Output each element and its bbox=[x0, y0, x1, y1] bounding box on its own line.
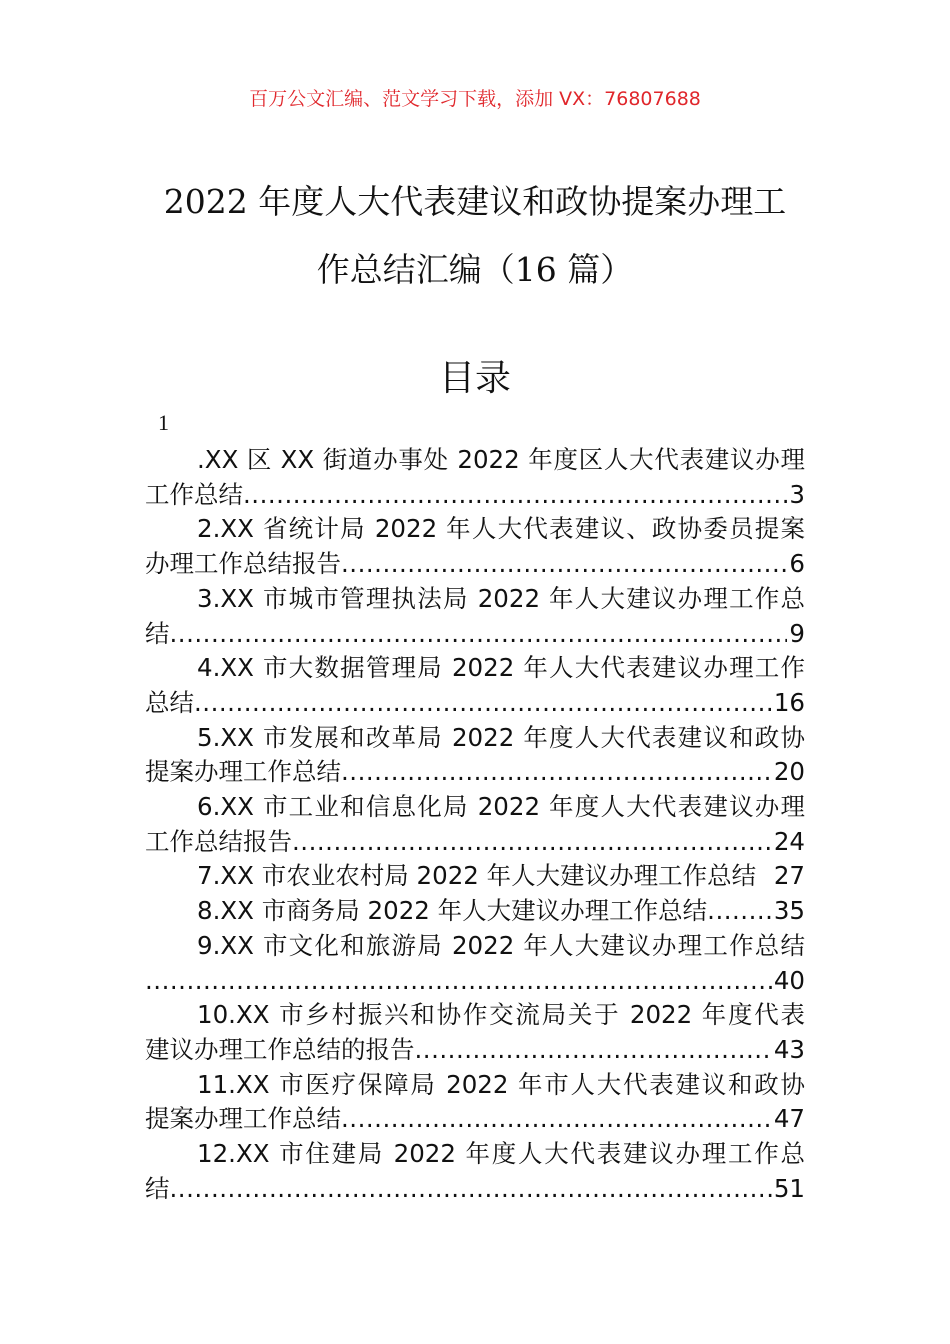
toc-entry-title-line2: 建议办理工作总结的报告 bbox=[145, 1034, 415, 1064]
toc-entry-title-line2: 提案办理工作总结 bbox=[145, 757, 341, 787]
toc-entry-line2 bbox=[145, 964, 805, 999]
toc-entry[interactable] bbox=[145, 651, 805, 720]
toc-entry[interactable] bbox=[145, 929, 805, 998]
toc-entry-page: 27 bbox=[773, 861, 805, 891]
toc-entry-page: 35 bbox=[773, 896, 805, 926]
toc-entry[interactable] bbox=[145, 512, 805, 581]
toc-entry-title-line1: 6.XX 市工业和信息化局 2022 年度人大代表建议办理 bbox=[197, 792, 805, 822]
table-of-contents bbox=[145, 443, 805, 1206]
toc-entry-title-line1: 9.XX 市文化和旅游局 2022 年人大建议办理工作总结 bbox=[197, 930, 805, 960]
toc-entry-title-line2: 结 bbox=[145, 1173, 170, 1203]
toc-entry[interactable] bbox=[145, 582, 805, 651]
toc-entry-title-line1: .XX 区 XX 街道办事处 2022 年度区人大代表建议办理 bbox=[197, 445, 805, 474]
toc-entry-title: 8.XX 市商务局 2022 年人大建议办理工作总结 bbox=[197, 896, 708, 926]
dot-leader bbox=[415, 1033, 772, 1068]
dot-leader bbox=[292, 825, 772, 860]
document-title bbox=[120, 168, 830, 304]
toc-entry-title-line1: 4.XX 市大数据管理局 2022 年人大代表建议办理工作 bbox=[197, 653, 805, 683]
toc-entry-line2 bbox=[145, 1102, 805, 1137]
toc-entry-line2 bbox=[145, 617, 805, 652]
title-line-2: 作总结汇编（16 篇） bbox=[316, 250, 634, 289]
toc-entry[interactable] bbox=[145, 859, 805, 894]
toc-entry-title-line1: 10.XX 市乡村振兴和协作交流局关于 2022 年度代表 bbox=[197, 1000, 805, 1030]
toc-entry-line2 bbox=[145, 547, 805, 582]
toc-entry-title-line2: 总结 bbox=[145, 687, 194, 717]
toc-entry-line2 bbox=[145, 686, 805, 721]
toc-first-number: 1 bbox=[158, 410, 169, 435]
dot-leader bbox=[170, 617, 788, 652]
toc-entry-line2 bbox=[145, 755, 805, 790]
toc-entry-title-line2: 办理工作总结报告 bbox=[145, 549, 341, 579]
dot-leader bbox=[341, 755, 772, 790]
toc-entry[interactable] bbox=[145, 790, 805, 859]
toc-entry-page: 6 bbox=[789, 549, 805, 579]
toc-entry[interactable] bbox=[145, 1068, 805, 1137]
toc-entry-page: 47 bbox=[773, 1104, 805, 1134]
toc-entry-page: 3 bbox=[789, 479, 805, 509]
toc-entry[interactable] bbox=[145, 998, 805, 1067]
toc-entry-title: 7.XX 市农业农村局 2022 年人大建议办理工作总结 bbox=[197, 861, 757, 891]
toc-entry[interactable] bbox=[145, 1137, 805, 1206]
dot-leader bbox=[341, 547, 787, 582]
toc-entry-line2 bbox=[145, 1033, 805, 1068]
toc-entry-title-line1: 3.XX 市城市管理执法局 2022 年人大建议办理工作总 bbox=[197, 583, 805, 613]
dot-leader bbox=[194, 686, 772, 721]
toc-entry[interactable] bbox=[145, 721, 805, 790]
title-line-1: 2022 年度人大代表建议和政协提案办理工 bbox=[163, 182, 787, 221]
toc-entry-page: 40 bbox=[773, 965, 805, 995]
toc-entry-page: 16 bbox=[773, 687, 805, 717]
dot-leader bbox=[145, 964, 772, 999]
toc-entry-line2 bbox=[145, 825, 805, 860]
toc-entry-page: 51 bbox=[773, 1173, 805, 1203]
dot-leader bbox=[756, 859, 772, 894]
toc-entry-line2 bbox=[145, 1172, 805, 1207]
toc-entry[interactable] bbox=[145, 443, 805, 512]
toc-entry-title-line2: 结 bbox=[145, 618, 170, 648]
dot-leader bbox=[341, 1102, 772, 1137]
toc-entry-page: 24 bbox=[773, 826, 805, 856]
toc-entry-title-line1: 5.XX 市发展和改革局 2022 年度人大代表建议和政协 bbox=[197, 722, 805, 752]
toc-entry-title-line2: 提案办理工作总结 bbox=[145, 1104, 341, 1134]
dot-leader bbox=[170, 1172, 772, 1207]
download-banner: 百万公文汇编、范文学习下载，添加 VX：76807688 bbox=[249, 88, 701, 110]
toc-entry-page: 9 bbox=[789, 618, 805, 648]
toc-entry-line2 bbox=[145, 478, 805, 513]
toc-entry-title-line1: 2.XX 省统计局 2022 年人大代表建议、政协委员提案 bbox=[197, 514, 805, 544]
toc-entry-title-line2: 工作总结报告 bbox=[145, 826, 292, 856]
toc-entry-page: 43 bbox=[773, 1034, 805, 1064]
toc-entry-title-line1: 11.XX 市医疗保障局 2022 年市人大代表建议和政协 bbox=[197, 1069, 805, 1099]
toc-entry[interactable] bbox=[145, 894, 805, 929]
toc-entry-title-line1: 12.XX 市住建局 2022 年度人大代表建议办理工作总 bbox=[197, 1139, 805, 1169]
toc-entry-line bbox=[145, 859, 805, 894]
toc-entry-page: 20 bbox=[773, 757, 805, 787]
dot-leader bbox=[707, 894, 772, 929]
toc-heading: 目录 bbox=[438, 358, 511, 399]
dot-leader bbox=[243, 478, 787, 513]
toc-entry-title-line2: 工作总结 bbox=[145, 479, 243, 509]
toc-entry-line bbox=[145, 894, 805, 929]
